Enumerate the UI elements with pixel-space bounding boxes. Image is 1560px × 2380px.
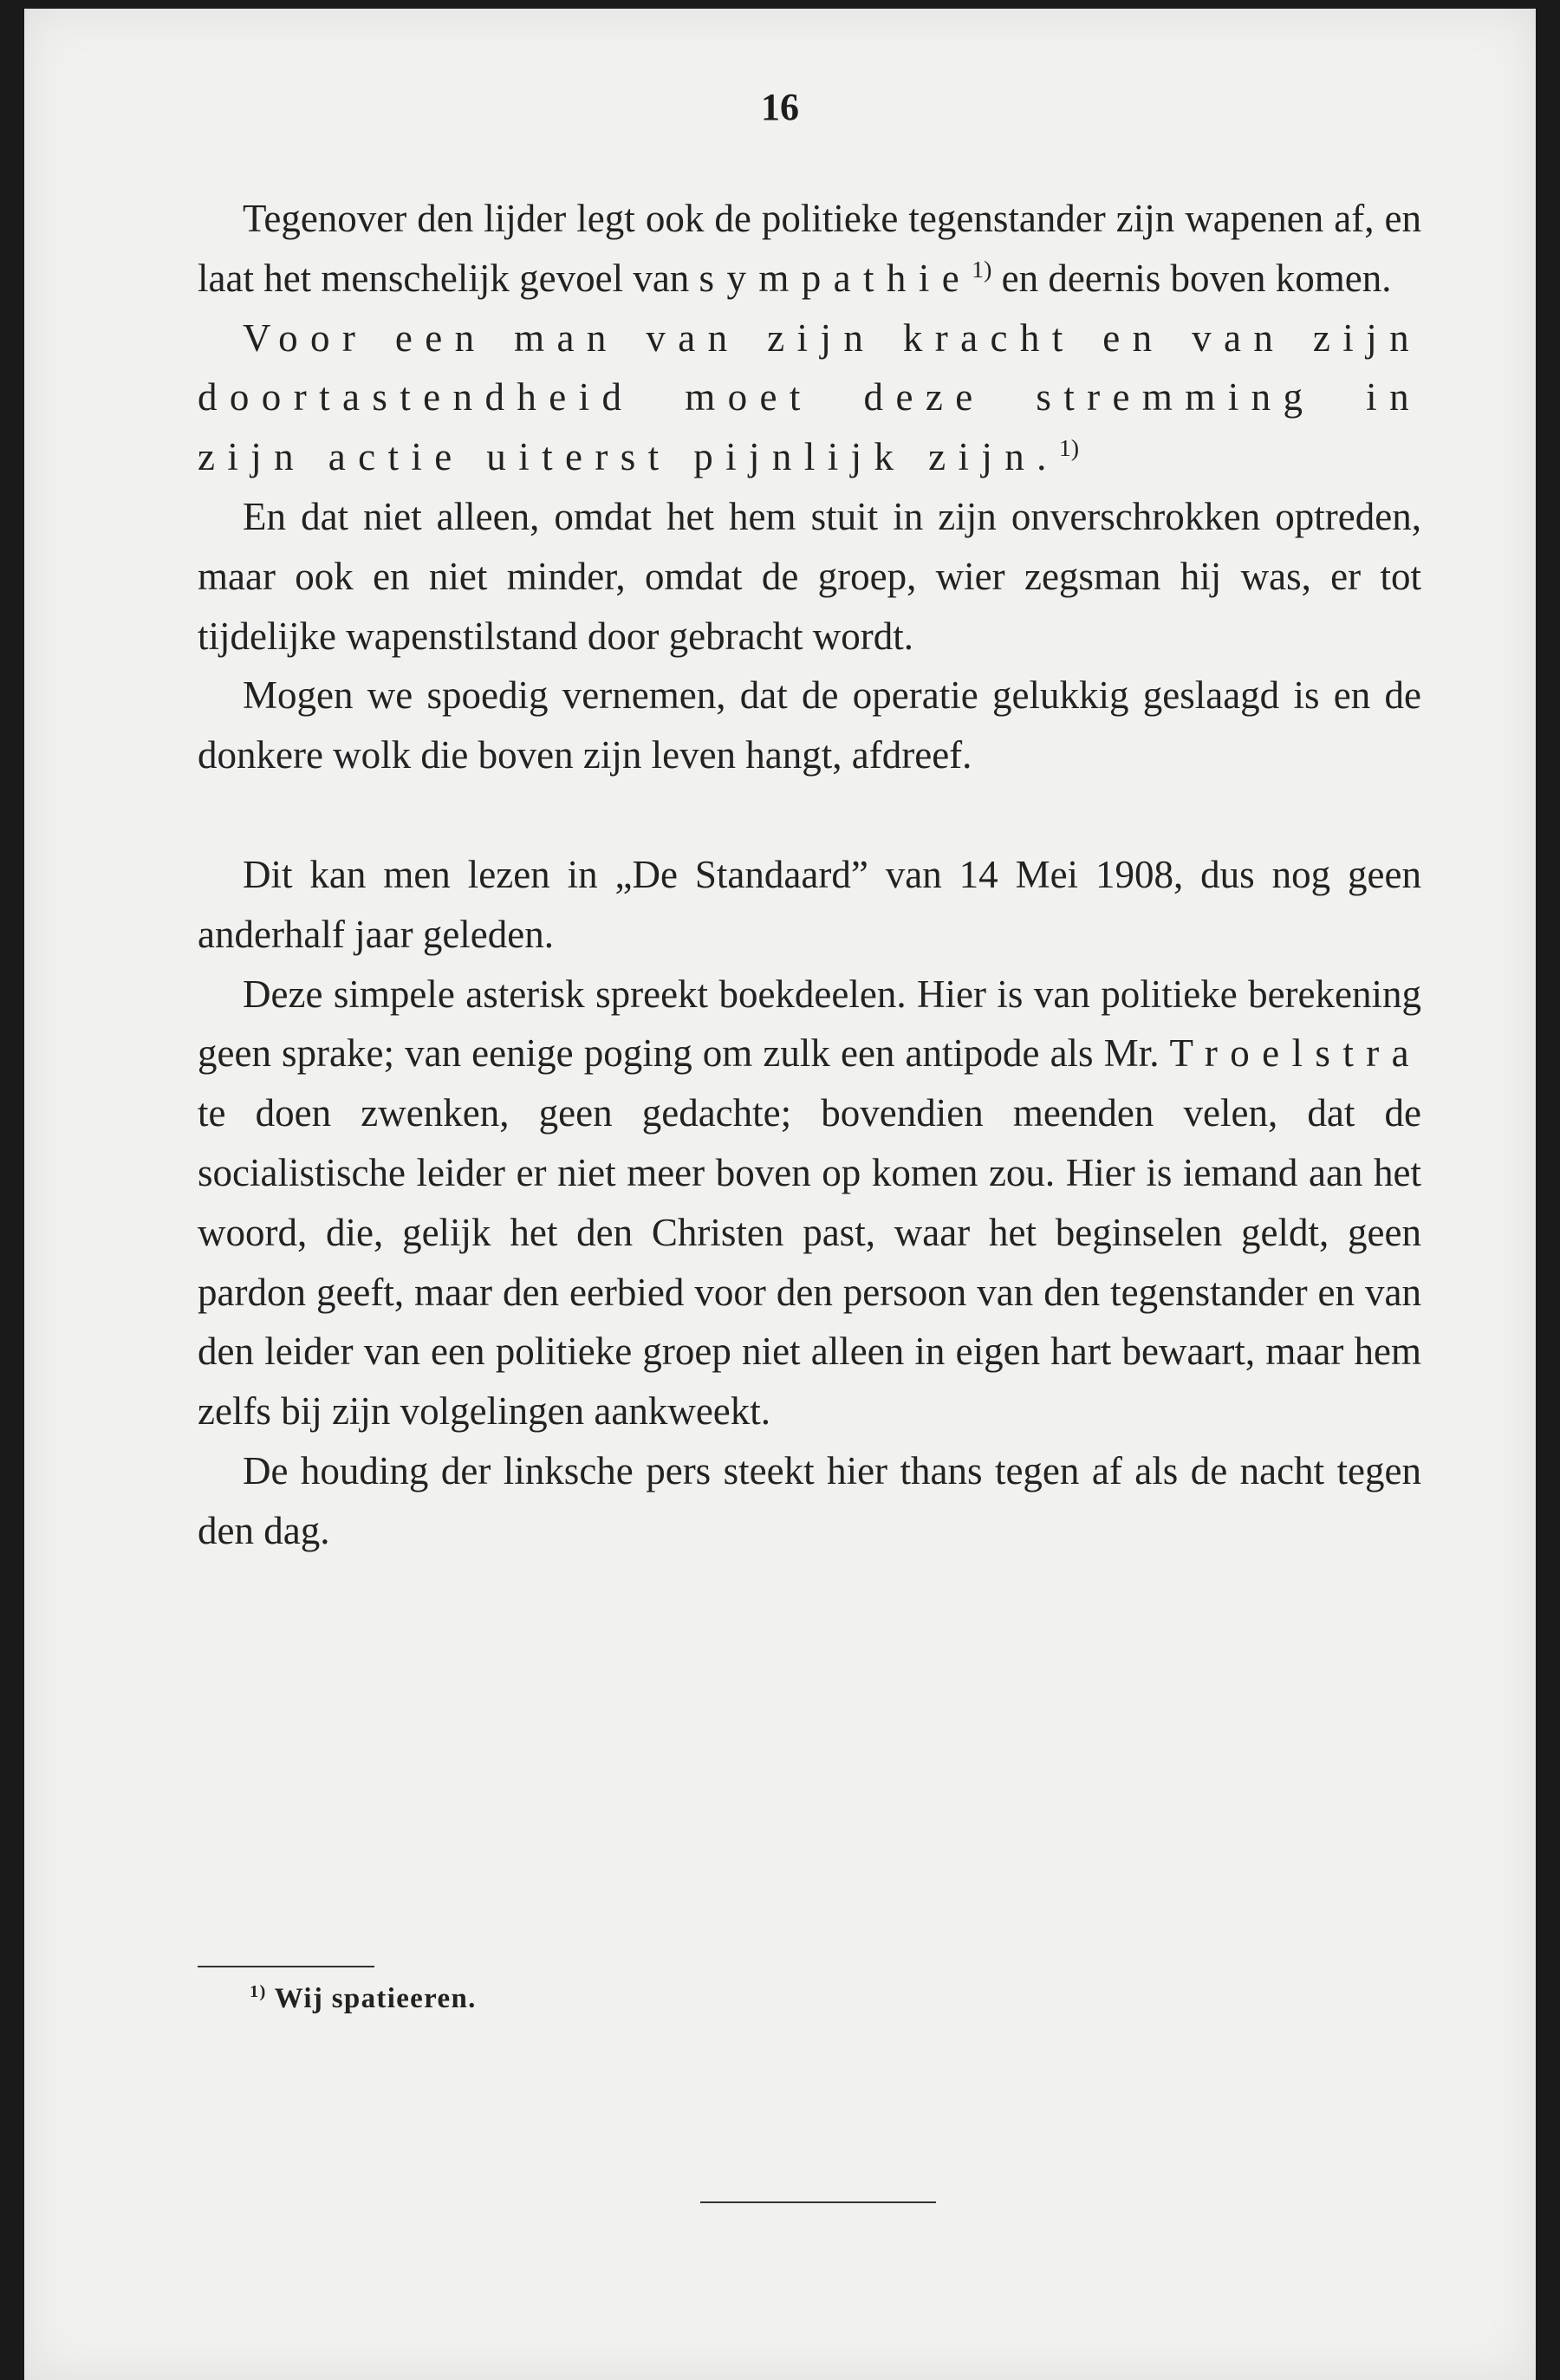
paragraph: [198, 845, 1421, 965]
footnote: [250, 1978, 477, 2019]
spaced-emphasis: Troelstra: [1169, 1031, 1421, 1076]
paragraph: [198, 487, 1421, 666]
paragraph: [198, 309, 1421, 487]
paragraph: [198, 1441, 1421, 1561]
page-number: 16: [761, 86, 799, 128]
end-rule: [700, 2201, 936, 2203]
footnote-separator: [198, 1966, 374, 1967]
footnote-reference: 1): [972, 256, 992, 283]
document-page: [24, 9, 1536, 2380]
text-run: Dit kan men lezen in „De Standaard” van 14 Mei 1908, dus nog geen anderhalf jaar geleden.: [198, 852, 1421, 956]
text-run: De houding der linksche pers steekt hier thans tegen af als de nacht tegen den dag.: [198, 1448, 1421, 1552]
text-run: Mogen we spoedig vernemen, dat de operatie gelukkig geslaagd is en de donkere wolk die boven zijn leven hangt, afdreef.: [198, 673, 1421, 777]
footnote-marker: 1): [250, 1982, 267, 2001]
text-run: en deernis boven komen.: [991, 256, 1392, 300]
text-run: Deze simpele asterisk spreekt boekdeelen. Hier is van politieke berekening geen sprake; van eenige poging om zulk een antipode als Mr.: [198, 972, 1421, 1076]
body-text: [198, 189, 1421, 1561]
paragraph: [198, 965, 1421, 1441]
paragraph-gap: [198, 785, 1421, 845]
footnote-text: Wij spatieeren.: [266, 1983, 477, 2014]
footnote-reference: 1): [1058, 435, 1080, 463]
paragraph: [198, 189, 1421, 309]
text-run: Tegenover den lijder legt ook de politieke tegenstander zijn wapenen af, en laat het menschelijk gevoel van: [198, 197, 1421, 300]
spaced-emphasis: sympathie: [699, 256, 972, 300]
text-run: te doen zwenken, geen gedachte; bovendien meenden velen, dat de socialistische leider er niet meer boven op komen zou. Hier is iemand aan het woord, die, gelijk het den Christen past, waar het beginselen geldt, geen pardon geeft, maar den eerbied voor den persoon van den tegenstander en van den leider van een politieke groep niet alleen in eigen hart bewaart, maar hem zelfs bij zijn volgelingen aankweekt.: [198, 1091, 1421, 1434]
text-run: En dat niet alleen, omdat het hem stuit in zijn onverschrokken optreden, maar ook en niet minder, omdat de groep, wier zegsman hij was, er tot tijdelijke wapenstilstand door gebracht wordt.: [198, 494, 1421, 658]
paragraph: [198, 666, 1421, 785]
spaced-emphasis: Voor een man van zijn kracht en van zijn doortastendheid moet deze stremming in zijn actie uiterst pijnlijk zijn.: [198, 315, 1421, 479]
